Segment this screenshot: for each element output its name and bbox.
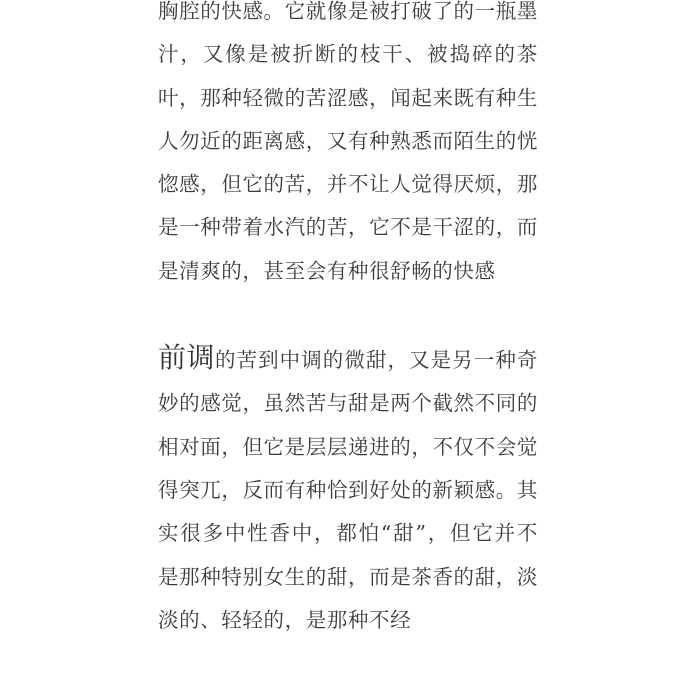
article-body — [158, 0, 538, 642]
paragraph-spacer — [158, 293, 538, 336]
paragraph-2-lead: 前调 — [158, 341, 215, 375]
paragraph-2-body: 的苦到中调的微甜，又是另一种奇妙的感觉，虽然苦与甜是两个截然不同的相对面，但它是层层递进的，不仅不会觉得突兀，反而有种恰到好处的新颖感。其实很多中性香中，都怕“甜”，但它并不是那种特别女生的甜，而是茶香的甜，淡淡的、轻轻的，是那种不经 — [158, 348, 538, 632]
paragraph-1: 胸腔的快感。它就像是被打破了的一瓶墨汁，又像是被折断的枝干、被捣碎的茶叶，那种轻微的苦涩感，闻起来既有种生人勿近的距离感，又有种熟悉而陌生的恍惚感，但它的苦，并不让人觉得厌烦，那是一种带着水汽的苦，它不是干涩的，而是清爽的，甚至会有种很舒畅的快感 — [158, 0, 538, 283]
paragraph-2 — [158, 336, 538, 642]
